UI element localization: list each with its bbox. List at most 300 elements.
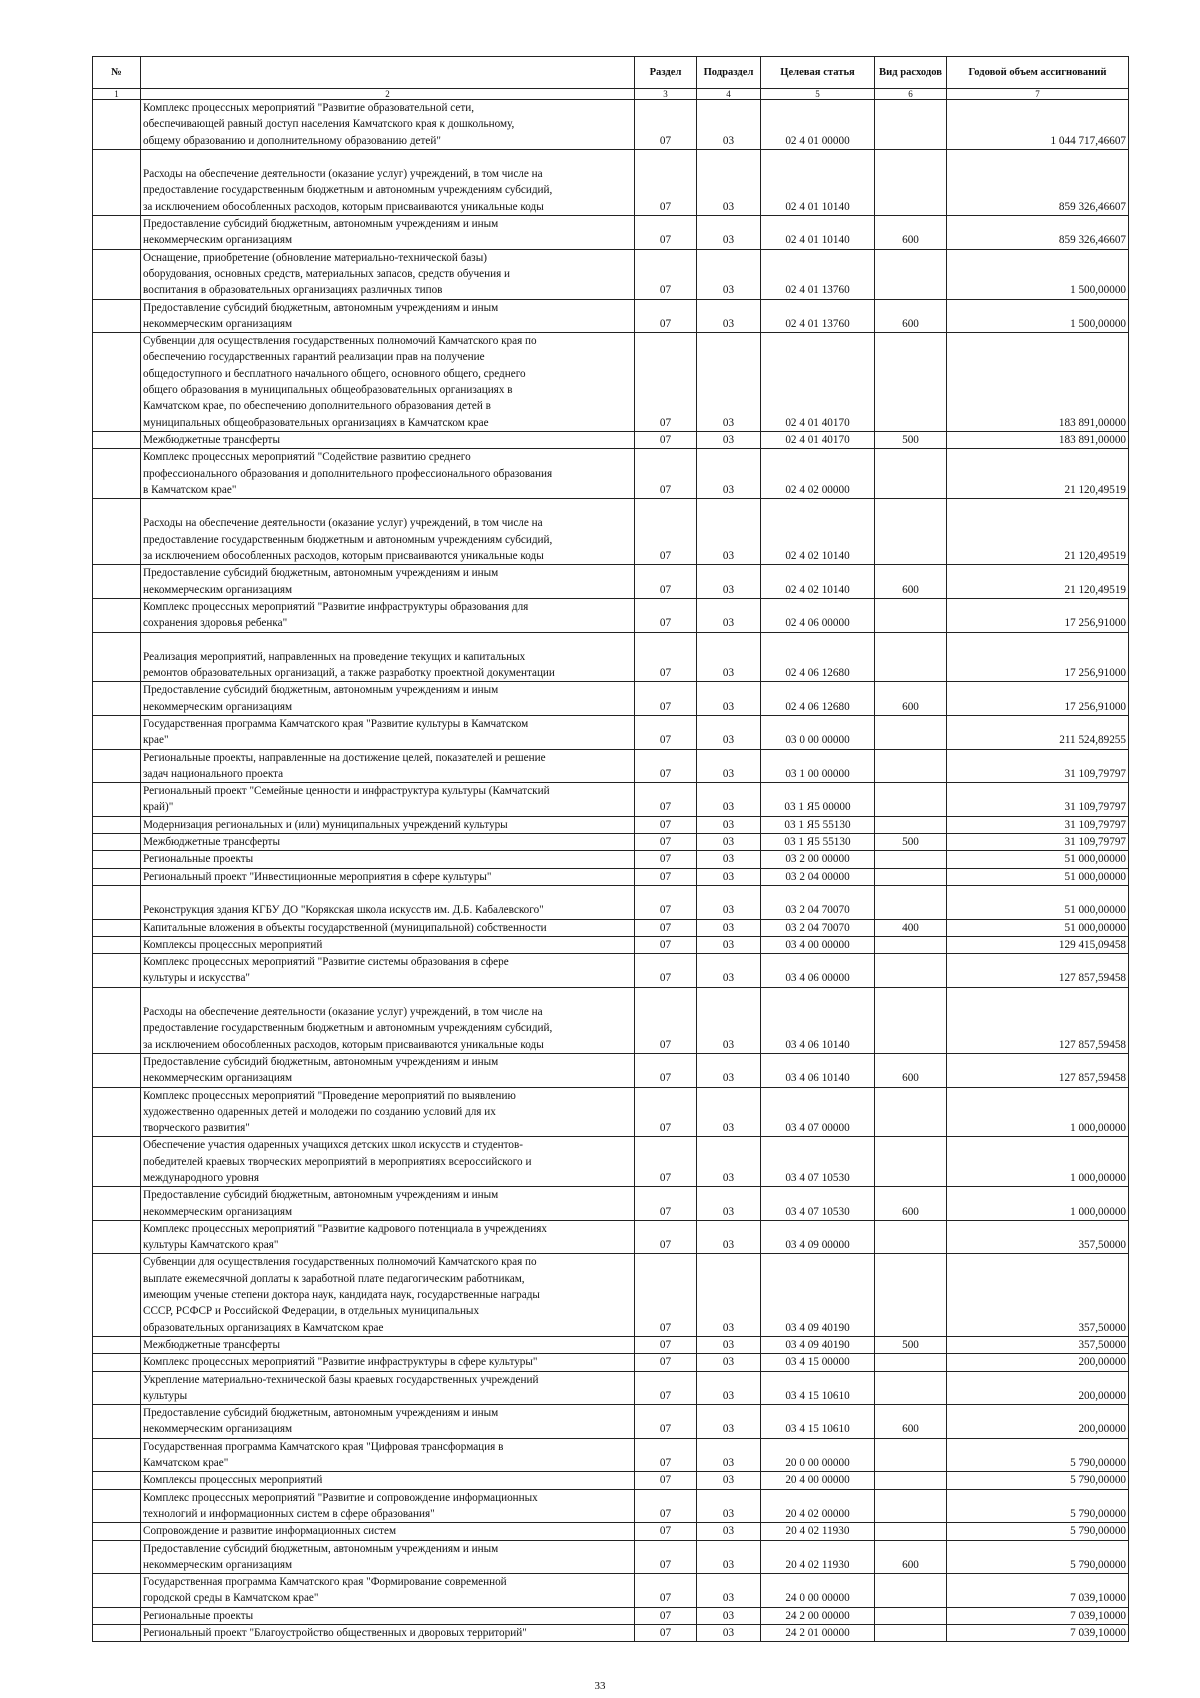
row-name-text: Комплекс процессных мероприятий "Развитие кадрового потенциала в учреждениях культуры Камчатского края": [143, 1222, 547, 1252]
row-name-text: Капитальные вложения в объекты государственной (муниципальной) собственности: [143, 921, 547, 934]
row-vr-cell: [875, 715, 947, 749]
row-csr-cell: 03 1 Я5 00000: [761, 783, 875, 817]
row-name-text: Региональные проекты, направленные на достижение целей, показателей и решение задач национального проекта: [143, 751, 546, 780]
row-podrazdel-cell: 03: [697, 216, 761, 250]
row-csr-cell: 02 4 06 12680: [761, 632, 875, 682]
row-amount-cell: 357,50000: [947, 1254, 1129, 1336]
row-index-cell: [93, 1472, 141, 1489]
row-index-cell: [93, 632, 141, 682]
row-name-text: Предоставление субсидий бюджетным, автономным учреждениям и иным некоммерческим организациям: [143, 218, 499, 247]
row-name-cell: [141, 149, 635, 215]
row-csr-cell: 03 4 09 40190: [761, 1336, 875, 1353]
row-vr-cell: [875, 1489, 947, 1523]
row-csr-cell: 03 1 Я5 55130: [761, 816, 875, 833]
row-csr-cell: 03 4 07 10530: [761, 1187, 875, 1221]
row-index-cell: [93, 936, 141, 953]
table-row: [93, 1523, 1129, 1540]
col-header-expense-type: Вид расходов: [875, 57, 947, 89]
row-amount-cell: 127 857,59458: [947, 1053, 1129, 1087]
row-index-cell: [93, 1354, 141, 1371]
row-name-cell: [141, 1053, 635, 1087]
row-name-text: Предоставление субсидий бюджетным, автономным учреждениям и иным некоммерческим организациям: [143, 1542, 499, 1571]
row-razdel-cell: 07: [635, 1625, 697, 1642]
row-name-cell: [141, 499, 635, 565]
row-name-text: Реконструкция здания КГБУ ДО "Корякская школа искусств им. Д.Б. Кабалевского": [143, 904, 544, 917]
row-name-text: Государственная программа Камчатского края "Развитие культуры в Камчатском крае": [143, 717, 529, 747]
row-vr-cell: [875, 100, 947, 150]
row-vr-cell: [875, 249, 947, 299]
table-row: [93, 333, 1129, 432]
row-csr-cell: 02 4 02 00000: [761, 449, 875, 499]
row-amount-cell: 183 891,00000: [947, 333, 1129, 432]
row-index-cell: [93, 783, 141, 817]
row-amount-cell: 183 891,00000: [947, 431, 1129, 448]
row-name-cell: [141, 936, 635, 953]
row-vr-cell: [875, 1607, 947, 1624]
row-csr-cell: 02 4 01 10140: [761, 149, 875, 215]
row-podrazdel-cell: 03: [697, 1137, 761, 1187]
row-amount-cell: 7 039,10000: [947, 1625, 1129, 1642]
row-razdel-cell: 07: [635, 1137, 697, 1187]
col-header-name: [141, 57, 635, 89]
table-row: [93, 632, 1129, 682]
row-amount-cell: 31 109,79797: [947, 834, 1129, 851]
row-podrazdel-cell: 03: [697, 987, 761, 1053]
row-name-cell: [141, 100, 635, 150]
table-row: [93, 149, 1129, 215]
row-index-cell: [93, 216, 141, 250]
row-vr-cell: [875, 149, 947, 215]
row-amount-cell: 859 326,46607: [947, 216, 1129, 250]
table-row: [93, 783, 1129, 817]
row-podrazdel-cell: 03: [697, 1254, 761, 1336]
row-podrazdel-cell: 03: [697, 100, 761, 150]
row-podrazdel-cell: 03: [697, 499, 761, 565]
col-number-6: 6: [875, 89, 947, 100]
row-name-text: Расходы на обеспечение деятельности (оказание услуг) учреждений, в том числе на предоставление государственным бюджетным и автономным учреждениям субсидий, за исключением обособленных расходов, которым присваиваются уникальные коды: [143, 168, 553, 213]
row-csr-cell: 02 4 02 10140: [761, 499, 875, 565]
row-index-cell: [93, 1187, 141, 1221]
row-name-text: Предоставление субсидий бюджетным, автономным учреждениям и иным некоммерческим организациям: [143, 1055, 499, 1085]
table-row: [93, 1540, 1129, 1574]
table-row: [93, 249, 1129, 299]
row-amount-cell: 21 120,49519: [947, 565, 1129, 599]
row-name-text: Региональные проекты: [143, 1609, 254, 1622]
row-amount-cell: 200,00000: [947, 1354, 1129, 1371]
row-index-cell: [93, 868, 141, 885]
row-name-text: Государственная программа Камчатского края "Формирование современной городской среды в Камчатском крае": [143, 1576, 507, 1605]
row-amount-cell: 1 500,00000: [947, 249, 1129, 299]
col-header-target-article: Целевая статья: [761, 57, 875, 89]
row-csr-cell: 24 2 01 00000: [761, 1625, 875, 1642]
row-index-cell: [93, 565, 141, 599]
row-amount-cell: 5 790,00000: [947, 1540, 1129, 1574]
row-vr-cell: [875, 598, 947, 632]
row-name-cell: [141, 1405, 635, 1439]
table-row: [93, 749, 1129, 783]
row-amount-cell: 5 790,00000: [947, 1523, 1129, 1540]
row-amount-cell: 1 500,00000: [947, 299, 1129, 333]
row-index-cell: [93, 100, 141, 150]
row-vr-cell: [875, 1354, 947, 1371]
row-vr-cell: [875, 1625, 947, 1642]
row-razdel-cell: 07: [635, 868, 697, 885]
row-vr-cell: [875, 632, 947, 682]
row-razdel-cell: 07: [635, 987, 697, 1053]
row-index-cell: [93, 149, 141, 215]
table-body: [93, 100, 1129, 1642]
col-number-1: 1: [93, 89, 141, 100]
row-vr-cell: [875, 1371, 947, 1405]
row-amount-cell: 1 000,00000: [947, 1087, 1129, 1137]
row-vr-cell: [875, 449, 947, 499]
row-index-cell: [93, 1405, 141, 1439]
row-name-text: Региональный проект "Инвестиционные мероприятия в сфере культуры": [143, 870, 492, 883]
row-vr-cell: [875, 499, 947, 565]
row-vr-cell: [875, 936, 947, 953]
row-name-cell: [141, 1523, 635, 1540]
row-index-cell: [93, 1625, 141, 1642]
row-name-text: Межбюджетные трансферты: [143, 1338, 280, 1351]
row-amount-cell: 31 109,79797: [947, 783, 1129, 817]
row-vr-cell: [875, 1472, 947, 1489]
row-vr-cell: [875, 987, 947, 1053]
row-index-cell: [93, 1438, 141, 1472]
row-name-cell: [141, 1472, 635, 1489]
table-row: [93, 499, 1129, 565]
row-name-text: Реализация мероприятий, направленных на проведение текущих и капитальных ремонтов образовательных организаций, а также разработку проектной документации: [143, 650, 555, 680]
row-podrazdel-cell: 03: [697, 919, 761, 936]
row-name-cell: [141, 682, 635, 716]
row-csr-cell: 24 0 00 00000: [761, 1574, 875, 1608]
row-index-cell: [93, 598, 141, 632]
row-index-cell: [93, 1137, 141, 1187]
row-name-cell: [141, 1607, 635, 1624]
row-index-cell: [93, 885, 141, 919]
col-header-number: №: [93, 57, 141, 89]
row-name-cell: [141, 249, 635, 299]
row-name-cell: [141, 919, 635, 936]
row-razdel-cell: 07: [635, 499, 697, 565]
row-vr-cell: 600: [875, 1187, 947, 1221]
row-name-text: Комплексы процессных мероприятий: [143, 938, 323, 951]
col-number-4: 4: [697, 89, 761, 100]
row-podrazdel-cell: 03: [697, 431, 761, 448]
row-csr-cell: 02 4 01 13760: [761, 249, 875, 299]
row-csr-cell: 03 1 00 00000: [761, 749, 875, 783]
row-amount-cell: 7 039,10000: [947, 1607, 1129, 1624]
row-name-text: Предоставление субсидий бюджетным, автономным учреждениям и иным некоммерческим организациям: [143, 684, 499, 713]
row-name-text: Комплекс процессных мероприятий "Развитие инфраструктуры образования для сохранения здоровья ребенка": [143, 600, 529, 630]
table-row: [93, 1405, 1129, 1439]
row-csr-cell: 03 2 00 00000: [761, 851, 875, 868]
row-vr-cell: [875, 1137, 947, 1187]
row-vr-cell: 500: [875, 431, 947, 448]
row-razdel-cell: 07: [635, 682, 697, 716]
row-csr-cell: 20 4 02 11930: [761, 1540, 875, 1574]
col-number-2: 2: [141, 89, 635, 100]
row-index-cell: [93, 299, 141, 333]
col-number-5: 5: [761, 89, 875, 100]
row-name-cell: [141, 715, 635, 749]
row-razdel-cell: 07: [635, 1354, 697, 1371]
table-row: [93, 987, 1129, 1053]
row-index-cell: [93, 1607, 141, 1624]
row-razdel-cell: 07: [635, 851, 697, 868]
row-name-cell: [141, 1354, 635, 1371]
row-name-cell: [141, 783, 635, 817]
table-row: [93, 299, 1129, 333]
table-row: [93, 1625, 1129, 1642]
row-podrazdel-cell: 03: [697, 1438, 761, 1472]
row-index-cell: [93, 682, 141, 716]
row-razdel-cell: 07: [635, 1220, 697, 1254]
row-index-cell: [93, 1489, 141, 1523]
row-vr-cell: 600: [875, 682, 947, 716]
row-csr-cell: 03 4 07 00000: [761, 1087, 875, 1137]
row-razdel-cell: 07: [635, 954, 697, 988]
row-index-cell: [93, 1254, 141, 1336]
row-amount-cell: 859 326,46607: [947, 149, 1129, 215]
row-name-cell: [141, 1087, 635, 1137]
row-razdel-cell: 07: [635, 1472, 697, 1489]
table-row: [93, 1574, 1129, 1608]
row-index-cell: [93, 715, 141, 749]
row-index-cell: [93, 431, 141, 448]
row-vr-cell: 600: [875, 1540, 947, 1574]
row-vr-cell: 600: [875, 565, 947, 599]
row-razdel-cell: 07: [635, 919, 697, 936]
table-row: [93, 1187, 1129, 1221]
col-header-podrazdel: Подраздел: [697, 57, 761, 89]
row-csr-cell: 03 4 06 10140: [761, 987, 875, 1053]
row-index-cell: [93, 449, 141, 499]
row-podrazdel-cell: 03: [697, 1472, 761, 1489]
row-name-cell: [141, 1371, 635, 1405]
table-row: [93, 1438, 1129, 1472]
row-amount-cell: 5 790,00000: [947, 1438, 1129, 1472]
row-name-text: Государственная программа Камчатского края "Цифровая трансформация в Камчатском крае": [143, 1440, 504, 1470]
row-amount-cell: 51 000,00000: [947, 851, 1129, 868]
row-name-cell: [141, 816, 635, 833]
row-name-cell: [141, 1438, 635, 1472]
row-name-text: Расходы на обеспечение деятельности (оказание услуг) учреждений, в том числе на предоставление государственным бюджетным и автономным учреждениям субсидий, за исключением обособленных расходов, которым присваиваются уникальные коды: [143, 1006, 553, 1051]
row-csr-cell: 20 4 00 00000: [761, 1472, 875, 1489]
row-podrazdel-cell: 03: [697, 1540, 761, 1574]
row-name-cell: [141, 954, 635, 988]
row-csr-cell: 03 2 04 70070: [761, 885, 875, 919]
col-number-3: 3: [635, 89, 697, 100]
row-name-cell: [141, 1574, 635, 1608]
row-name-cell: [141, 834, 635, 851]
row-index-cell: [93, 499, 141, 565]
row-podrazdel-cell: 03: [697, 1405, 761, 1439]
row-vr-cell: [875, 333, 947, 432]
row-name-text: Комплекс процессных мероприятий "Проведение мероприятий по выявлению художественно одаренных детей и молодежи по созданию условий для их творческого развития": [143, 1089, 516, 1135]
row-index-cell: [93, 919, 141, 936]
table-row: [93, 1489, 1129, 1523]
row-name-text: Межбюджетные трансферты: [143, 433, 280, 446]
row-index-cell: [93, 1336, 141, 1353]
row-csr-cell: 03 4 09 00000: [761, 1220, 875, 1254]
row-index-cell: [93, 851, 141, 868]
table-row: [93, 565, 1129, 599]
row-name-cell: [141, 1540, 635, 1574]
row-razdel-cell: 07: [635, 299, 697, 333]
row-index-cell: [93, 1087, 141, 1137]
row-csr-cell: 02 4 01 10140: [761, 216, 875, 250]
row-amount-cell: 127 857,59458: [947, 954, 1129, 988]
row-podrazdel-cell: 03: [697, 149, 761, 215]
row-name-text: Предоставление субсидий бюджетным, автономным учреждениям и иным некоммерческим организациям: [143, 301, 499, 330]
table-row: [93, 816, 1129, 833]
row-csr-cell: 03 4 06 10140: [761, 1053, 875, 1087]
row-amount-cell: 129 415,09458: [947, 936, 1129, 953]
row-index-cell: [93, 1540, 141, 1574]
row-csr-cell: 03 2 04 00000: [761, 868, 875, 885]
row-vr-cell: [875, 1574, 947, 1608]
row-vr-cell: [875, 1438, 947, 1472]
row-amount-cell: 5 790,00000: [947, 1489, 1129, 1523]
row-podrazdel-cell: 03: [697, 598, 761, 632]
row-name-cell: [141, 1336, 635, 1353]
row-amount-cell: 17 256,91000: [947, 598, 1129, 632]
row-csr-cell: 02 4 01 13760: [761, 299, 875, 333]
row-name-cell: [141, 1489, 635, 1523]
row-podrazdel-cell: 03: [697, 1354, 761, 1371]
row-vr-cell: 600: [875, 1053, 947, 1087]
row-amount-cell: 21 120,49519: [947, 499, 1129, 565]
row-name-cell: [141, 299, 635, 333]
row-podrazdel-cell: 03: [697, 851, 761, 868]
row-razdel-cell: 07: [635, 1087, 697, 1137]
row-index-cell: [93, 1523, 141, 1540]
row-razdel-cell: 07: [635, 1053, 697, 1087]
row-podrazdel-cell: 03: [697, 632, 761, 682]
row-csr-cell: 03 4 00 00000: [761, 936, 875, 953]
row-razdel-cell: 07: [635, 565, 697, 599]
row-podrazdel-cell: 03: [697, 885, 761, 919]
row-razdel-cell: 07: [635, 834, 697, 851]
table-row: [93, 1137, 1129, 1187]
row-name-cell: [141, 333, 635, 432]
row-name-text: Межбюджетные трансферты: [143, 836, 280, 849]
row-razdel-cell: 07: [635, 216, 697, 250]
row-name-cell: [141, 449, 635, 499]
table-row: [93, 449, 1129, 499]
row-name-text: Комплексы процессных мероприятий: [143, 1474, 323, 1487]
row-podrazdel-cell: 03: [697, 954, 761, 988]
row-csr-cell: 03 2 04 70070: [761, 919, 875, 936]
row-razdel-cell: 07: [635, 816, 697, 833]
row-podrazdel-cell: 03: [697, 816, 761, 833]
row-amount-cell: 31 109,79797: [947, 749, 1129, 783]
row-csr-cell: 02 4 06 12680: [761, 682, 875, 716]
table-header: [93, 57, 1129, 100]
row-name-cell: [141, 868, 635, 885]
row-index-cell: [93, 1371, 141, 1405]
row-vr-cell: 600: [875, 1405, 947, 1439]
row-vr-cell: [875, 749, 947, 783]
row-name-text: Комплекс процессных мероприятий "Развитие системы образования в сфере культуры и искусства": [143, 956, 509, 985]
row-name-cell: [141, 1220, 635, 1254]
row-razdel-cell: 07: [635, 1438, 697, 1472]
row-razdel-cell: 07: [635, 1607, 697, 1624]
row-index-cell: [93, 249, 141, 299]
table-row: [93, 598, 1129, 632]
row-razdel-cell: 07: [635, 100, 697, 150]
table-row: [93, 1336, 1129, 1353]
row-index-cell: [93, 333, 141, 432]
page-number: 33: [594, 1680, 606, 1692]
row-razdel-cell: 07: [635, 783, 697, 817]
row-name-cell: [141, 749, 635, 783]
row-podrazdel-cell: 03: [697, 1053, 761, 1087]
row-podrazdel-cell: 03: [697, 936, 761, 953]
row-vr-cell: [875, 851, 947, 868]
row-csr-cell: 20 0 00 00000: [761, 1438, 875, 1472]
row-index-cell: [93, 1574, 141, 1608]
row-name-cell: [141, 565, 635, 599]
row-podrazdel-cell: 03: [697, 682, 761, 716]
row-vr-cell: [875, 954, 947, 988]
row-amount-cell: 357,50000: [947, 1336, 1129, 1353]
row-razdel-cell: 07: [635, 749, 697, 783]
row-razdel-cell: 07: [635, 1489, 697, 1523]
row-podrazdel-cell: 03: [697, 333, 761, 432]
row-podrazdel-cell: 03: [697, 1625, 761, 1642]
row-name-cell: [141, 1137, 635, 1187]
row-name-text: Предоставление субсидий бюджетным, автономным учреждениям и иным некоммерческим организациям: [143, 1189, 499, 1218]
row-podrazdel-cell: 03: [697, 1220, 761, 1254]
row-razdel-cell: 07: [635, 936, 697, 953]
row-podrazdel-cell: 03: [697, 249, 761, 299]
row-razdel-cell: 07: [635, 885, 697, 919]
row-podrazdel-cell: 03: [697, 749, 761, 783]
table-row: [93, 936, 1129, 953]
row-csr-cell: 02 4 01 40170: [761, 431, 875, 448]
row-name-text: Региональные проекты: [143, 853, 254, 866]
col-number-7: 7: [947, 89, 1129, 100]
budget-table-sheet: [92, 56, 1128, 1642]
row-csr-cell: 20 4 02 00000: [761, 1489, 875, 1523]
row-vr-cell: [875, 868, 947, 885]
table-row: [93, 834, 1129, 851]
row-razdel-cell: 07: [635, 1523, 697, 1540]
row-vr-cell: 500: [875, 1336, 947, 1353]
row-amount-cell: 51 000,00000: [947, 885, 1129, 919]
row-vr-cell: [875, 783, 947, 817]
row-razdel-cell: 07: [635, 249, 697, 299]
row-csr-cell: 20 4 02 11930: [761, 1523, 875, 1540]
table-row: [93, 431, 1129, 448]
table-row: [93, 216, 1129, 250]
row-name-text: Комплекс процессных мероприятий "Развитие и сопровождение информационных технологий и информационных систем в сфере образования": [143, 1491, 538, 1520]
row-name-text: Комплекс процессных мероприятий "Развитие образовательной сети, обеспечивающей равный доступ населения Камчатского края к дошкольному, общему образованию и дополнительному образованию детей": [143, 102, 515, 147]
table-row: [93, 868, 1129, 885]
row-csr-cell: 03 4 15 10610: [761, 1371, 875, 1405]
row-podrazdel-cell: 03: [697, 783, 761, 817]
table-row: [93, 1087, 1129, 1137]
row-amount-cell: 211 524,89255: [947, 715, 1129, 749]
table-row: [93, 682, 1129, 716]
row-name-text: Субвенции для осуществления государственных полномочий Камчатского края по выплате ежемесячной доплаты к заработной плате педагогическим работникам, имеющим ученые степени доктора наук, кандидата наук, государственные награды СССР, РСФСР и Российской Федерации, в отдельных муниципальных образовательных организациях в Камчатском крае: [143, 1256, 540, 1334]
row-name-text: Комплекс процессных мероприятий "Развитие инфраструктуры в сфере культуры": [143, 1356, 538, 1369]
row-name-cell: [141, 216, 635, 250]
row-amount-cell: 51 000,00000: [947, 919, 1129, 936]
row-index-cell: [93, 954, 141, 988]
row-vr-cell: 600: [875, 299, 947, 333]
